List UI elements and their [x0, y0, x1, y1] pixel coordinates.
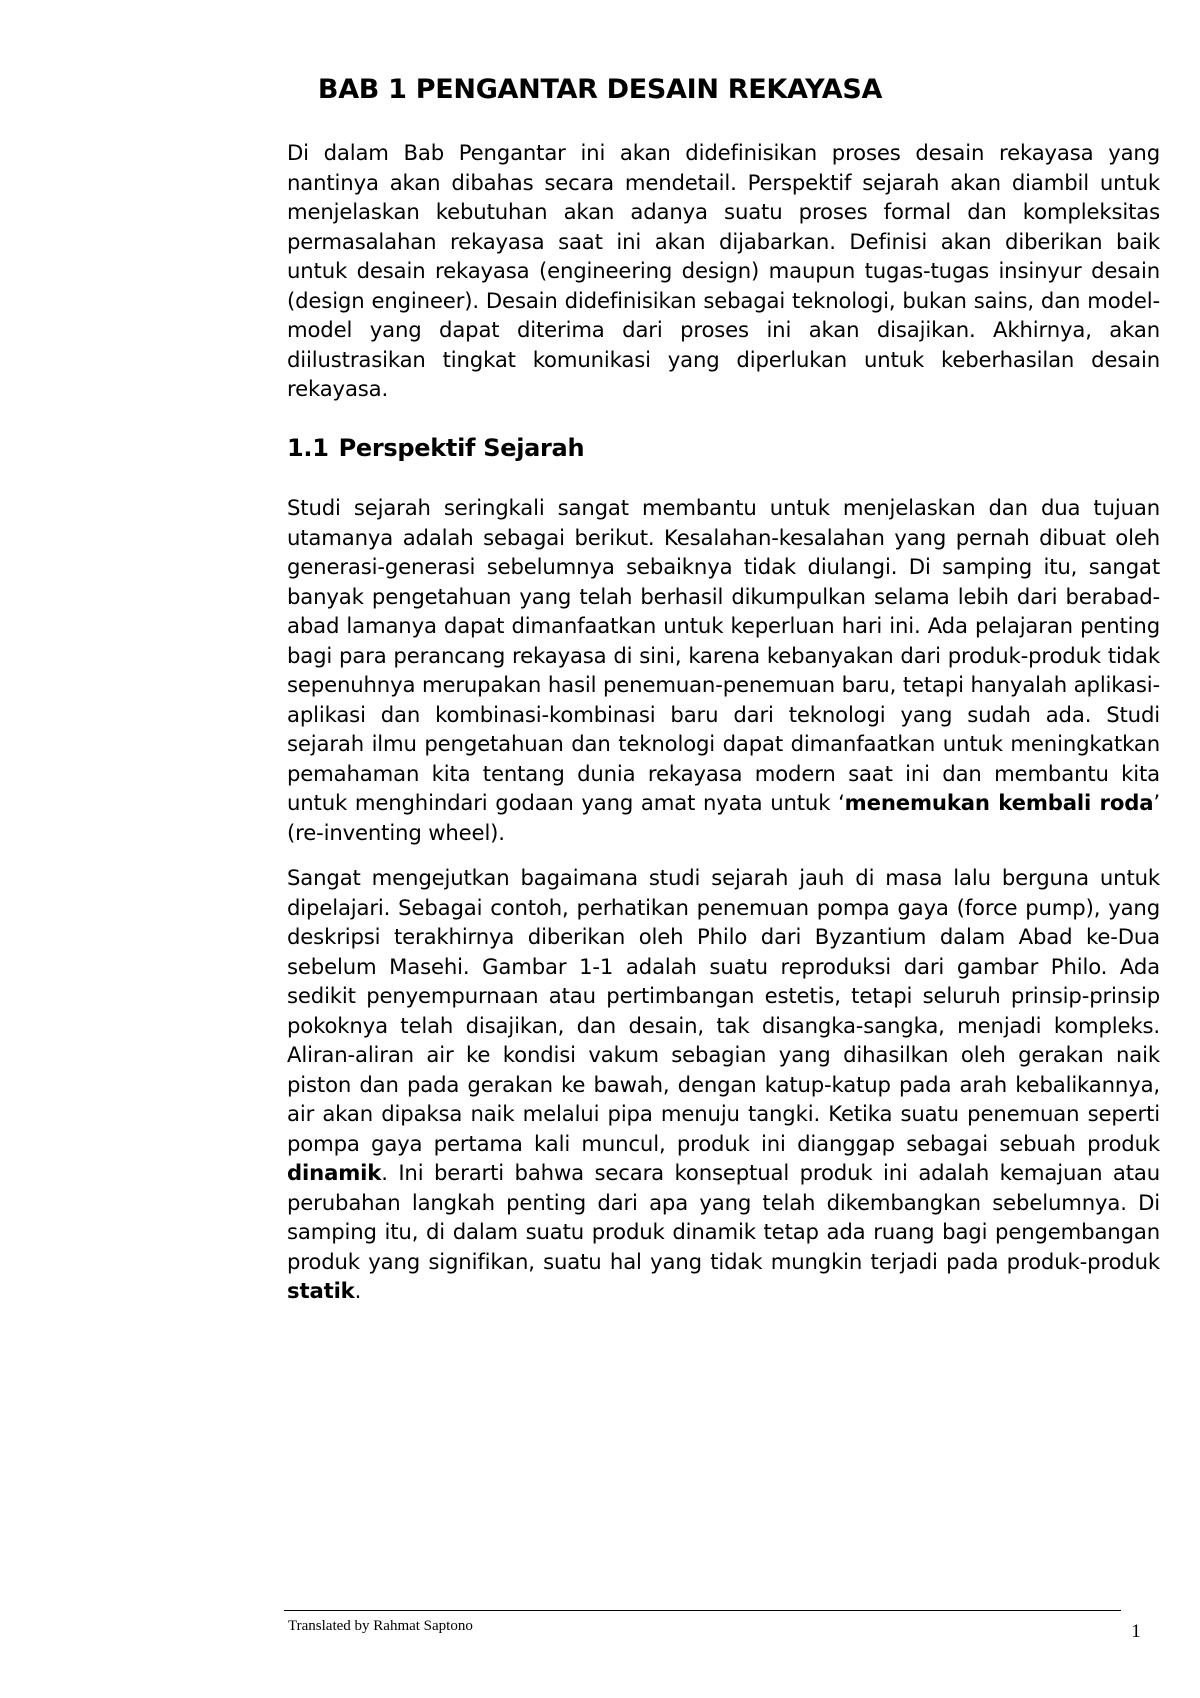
- paragraph-2-text-middle: . Ini berarti bahwa secara konseptual produk ini adalah kemajuan atau perubahan langkah penting dari apa yang telah dikembangkan sebelumnya. Di samping itu, di dalam suatu produk dinamik tetap ada ruang bagi pengembangan produk yang signifikan, suatu hal yang tidak mungkin terjadi pada produk-produk: [287, 1160, 1160, 1274]
- footer-credit: Translated by Rahmat Saptono: [288, 1618, 473, 1634]
- paragraph-2-emphasis-dinamik: dinamik: [287, 1160, 382, 1185]
- paragraph-2-text-after: .: [354, 1278, 362, 1303]
- section-heading: [287, 432, 584, 464]
- paragraph-1-text-before: Studi sejarah seringkali sangat membantu untuk menjelaskan dan dua tujuan utamanya adalah sebagai berikut. Kesalahan-kesalahan yang pernah dibuat oleh generasi-generasi sebelumnya sebaiknya tidak diulangi. Di samping itu, sangat banyak pengetahuan yang telah berhasil dikumpulkan selama lebih dari berabad-abad lamanya dapat dimanfaatkan untuk keperluan hari ini. Ada pelajaran penting bagi para perancang rekayasa di sini, karena kebanyakan dari produk-produk tidak sepenuhnya merupakan hasil penemuan-penemuan baru, tetapi hanyalah aplikasi-aplikasi dan kombinasi-kombinasi baru dari teknologi yang sudah ada. Studi sejarah ilmu pengetahuan dan teknologi dapat dimanfaatkan untuk meningkatkan pemahaman kita tentang dunia rekayasa modern saat ini dan membantu kita untuk menghindari godaan yang amat nyata untuk ‘: [287, 495, 1160, 815]
- section-title: Perspektif Sejarah: [338, 434, 585, 462]
- paragraph-2-emphasis-statik: statik: [287, 1278, 355, 1303]
- footer-divider: [284, 1610, 1121, 1611]
- chapter-title: BAB 1 PENGANTAR DESAIN REKAYASA: [317, 74, 883, 105]
- page-number: 1: [1131, 1621, 1141, 1642]
- intro-paragraph: Di dalam Bab Pengantar ini akan didefinisikan proses desain rekayasa yang nantinya akan dibahas secara mendetail. Perspektif sejarah akan diambil untuk menjelaskan kebutuhan akan adanya suatu proses formal dan kompleksitas permasalahan rekayasa saat ini akan dijabarkan. Definisi akan diberikan baik untuk desain rekayasa (engineering design) maupun tugas-tugas insinyur desain (design engineer). Desain didefinisikan sebagai teknologi, bukan sains, dan model-model yang dapat diterima dari proses ini akan disajikan. Akhirnya, akan diilustrasikan tingkat komunikasi yang diperlukan untuk keberhasilan desain rekayasa.: [287, 140, 1160, 401]
- paragraph-1-emphasis: menemukan kembali roda: [844, 790, 1154, 815]
- section-number: 1.1: [287, 434, 329, 462]
- section-paragraph-1: [287, 493, 1160, 847]
- section-paragraph-2: [287, 863, 1160, 1306]
- paragraph-2-text-before: Sangat mengejutkan bagaimana studi sejarah jauh di masa lalu berguna untuk dipelajari. Sebagai contoh, perhatikan penemuan pompa gaya (force pump), yang deskripsi terakhirnya diberikan oleh Philo dari Byzantium dalam Abad ke-Dua sebelum Masehi. Gambar 1-1 adalah suatu reproduksi dari gambar Philo. Ada sedikit penyempurnaan atau pertimbangan estetis, tetapi seluruh prinsip-prinsip pokoknya telah disajikan, dan desain, tak disangka-sangka, menjadi kompleks. Aliran-aliran air ke kondisi vakum sebagian yang dihasilkan oleh gerakan naik piston dan pada gerakan ke bawah, dengan katup-katup pada arah kebalikannya, air akan dipaksa naik melalui pipa menuju tangki. Ketika suatu penemuan seperti pompa gaya pertama kali muncul, produk ini dianggap sebagai sebuah produk: [287, 865, 1160, 1156]
- paragraph-1-text-after: ’ (re-inventing wheel).: [287, 790, 1160, 845]
